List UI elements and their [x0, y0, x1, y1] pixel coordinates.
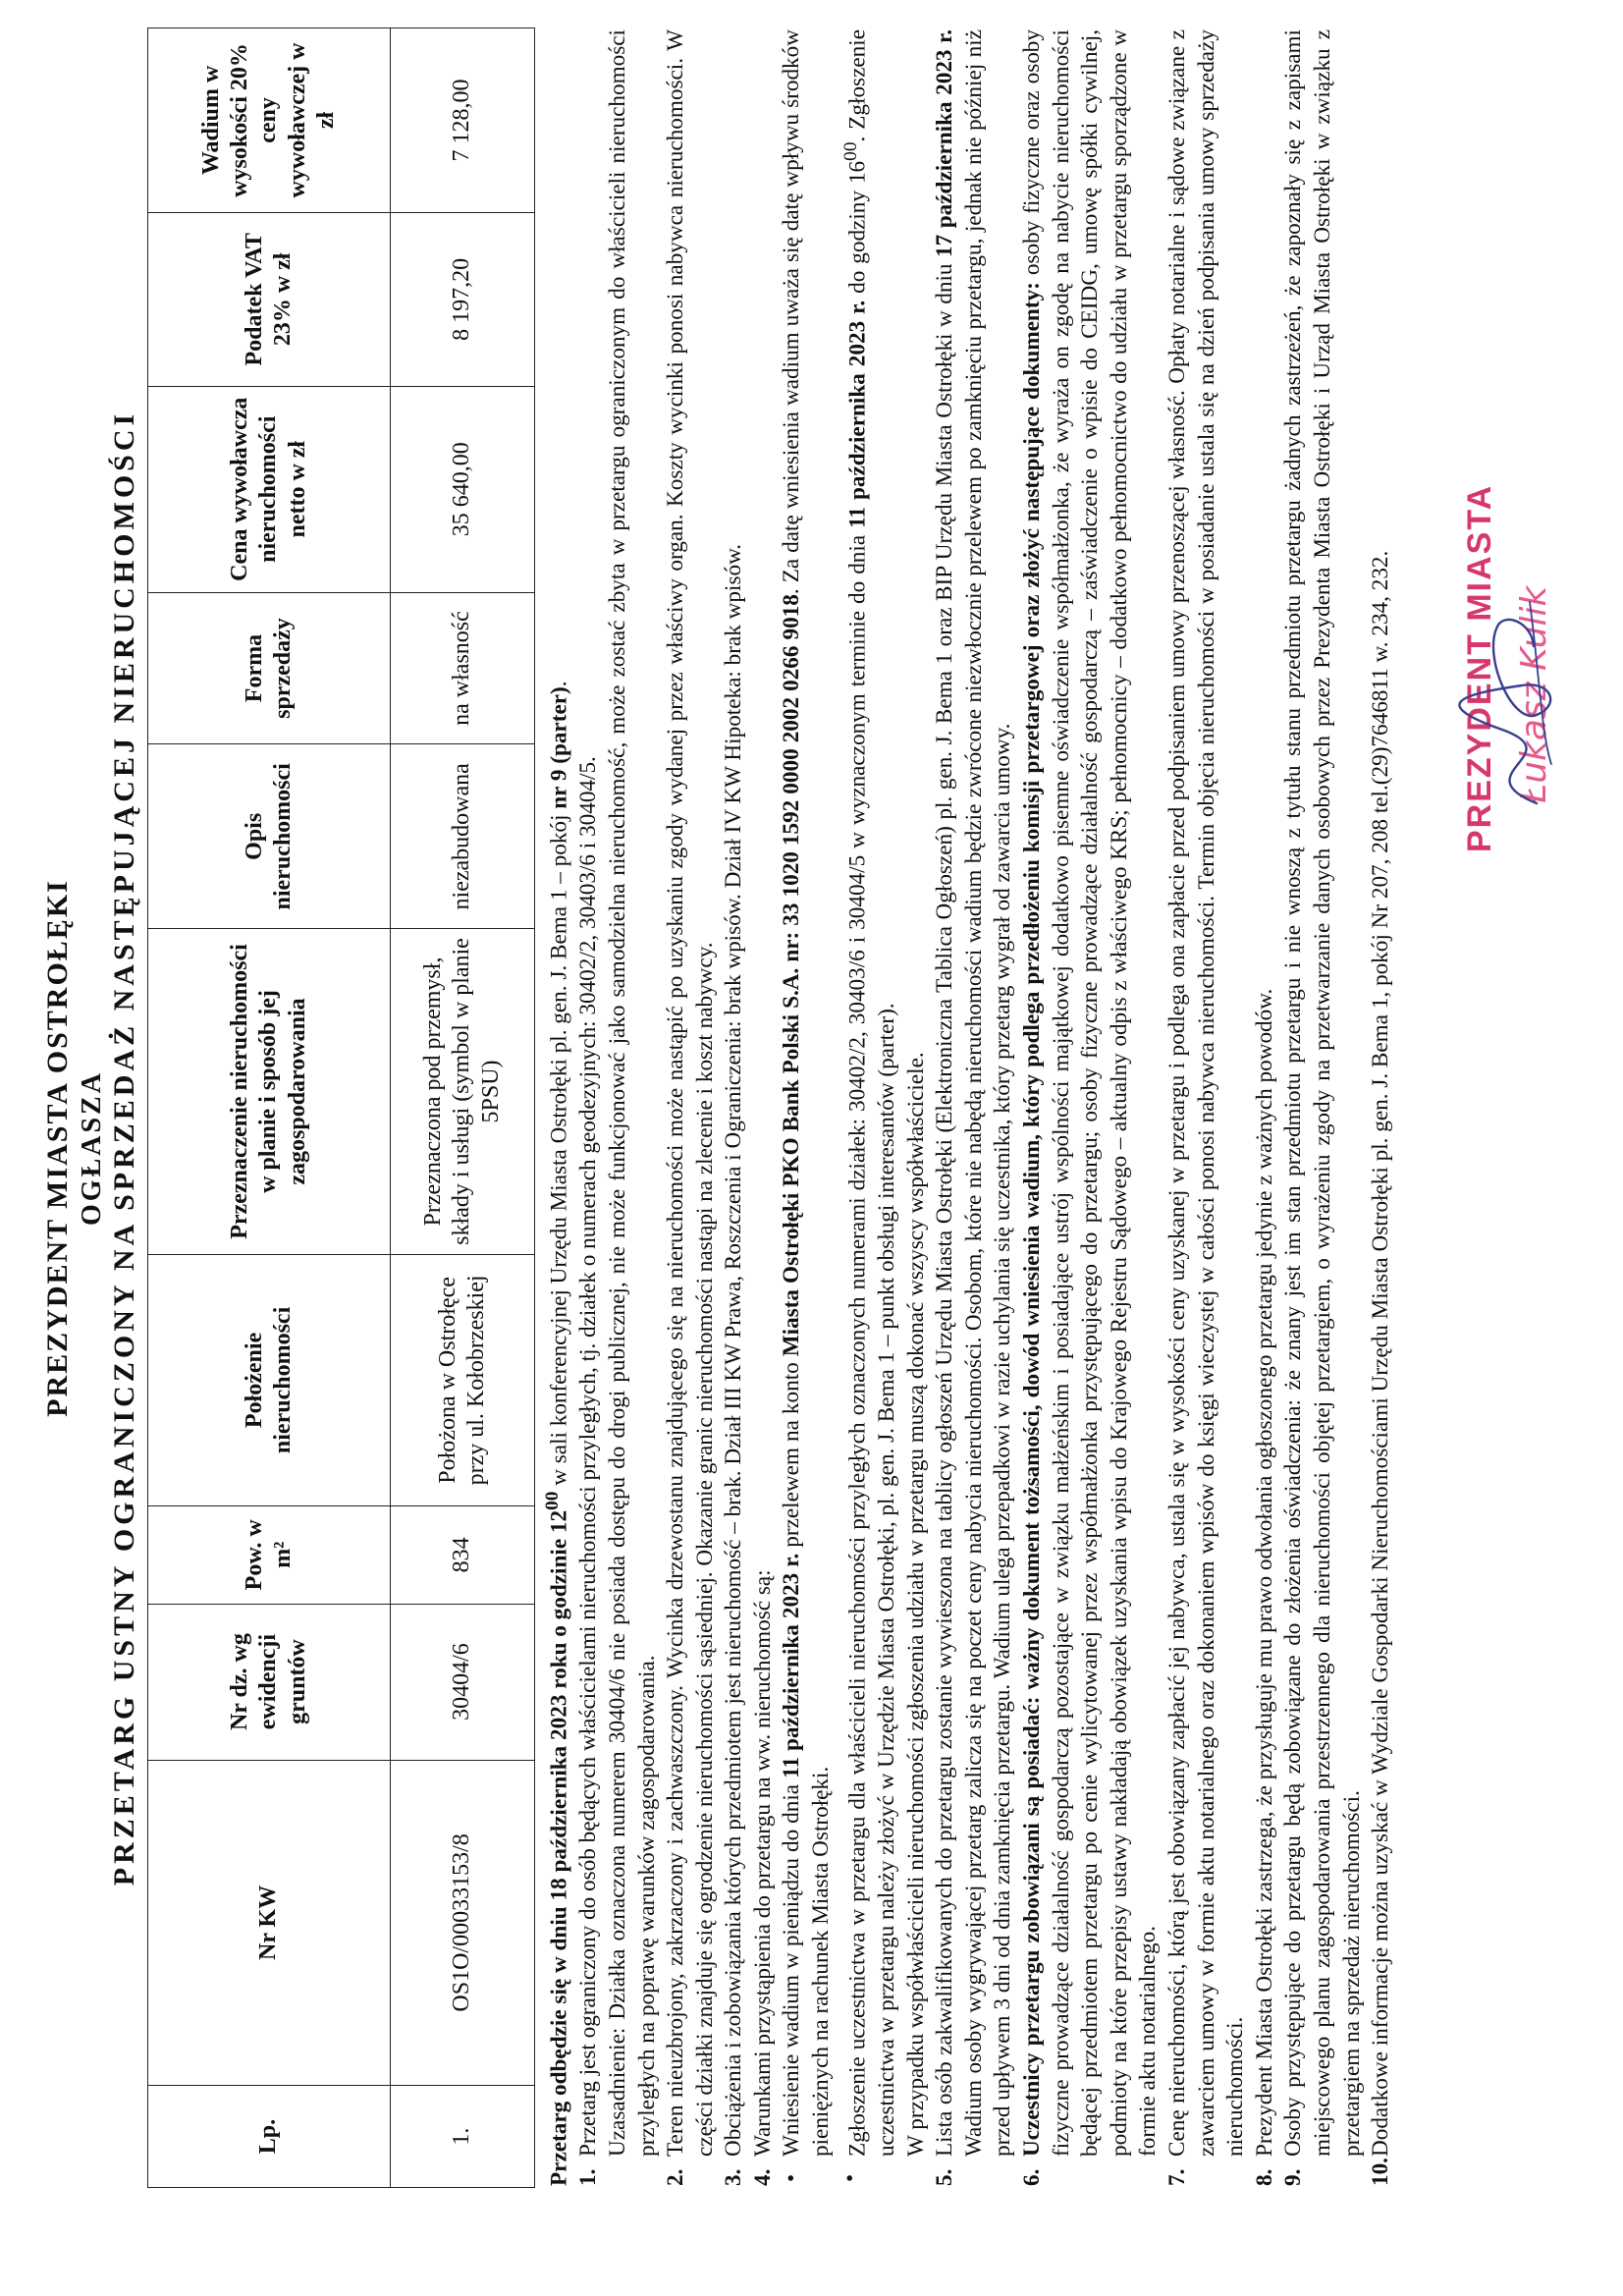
col-nr-kw: Nr KW	[148, 1760, 391, 2086]
mayor-stamp: PREZYDENT MIASTA	[1461, 483, 1498, 852]
col-polozenie: Położenie nieruchomości	[148, 1254, 391, 1505]
col-opis: Opis nieruchomości	[148, 744, 391, 929]
col-cena: Cena wywoławcza nieruchomości netto w zł	[148, 386, 391, 592]
paragraph-1: 1. Przetarg jest ograniczony do osób będących właścicielami nieruchomości przyległych, tj. działek o numerach geodezyjnych: 30402/2, 30403/6 i 30404/5. Uzasadnienie: Działka oznaczona numerem 30404/6 nie posiada dostępu do drogi publicznej, nie może funkcjonować jako samodzielna nieruchomość, może zostać zbyta w przetargu ograniczonym do właścicieli nieruchomości przyległych na poprawę warunków zagospodarowania.	[575, 29, 660, 2186]
paragraph-7: 7. Cenę nieruchomości, którą jest obowiązany zapłacić jej nabywca, ustala się w wysokości ceny uzyskanej w przetargu i podlega ona zapłacie przed podpisaniem umowy przenoszącej własność. Opłaty notarialne i sądowe związane z zawarciem umowy w formie aktu notarialnego oraz dokonaniem wpisów do księgi wieczystej w całości ponosi nabywca nieruchomości. Termin objęcia nieruchomości w posiadanie ustala się na dzień podpisania umowy sprzedaży nieruchomości.	[1163, 29, 1249, 2186]
signature-underline	[1530, 602, 1551, 764]
table-header-row	[148, 28, 391, 2188]
paragraph-3: 3. Obciążenia i zobowiązania których przedmiotem jest nieruchomość – brak. Dział III KW Prawa, Roszczenia i Ograniczenia: brak wpisów. Dział IV KW Hipoteka: brak wpisów.	[721, 543, 747, 2186]
cell-cena: 35 640,00	[391, 386, 535, 592]
paragraph-5: 5. Lista osób zakwalifikowanych do przetargu zostanie wywieszona na tablicy ogłoszeń Urzędu Miasta Ostrołęki (Elektroniczna Tablica Ogłoszeń) pl. gen. J. Bema 1 oraz BIP Urzędu Miasta Ostrołęki w dniu 17 października 2023 r. Wadium osoby wygrywającej przetarg zalicza się na poczet ceny nabycia nieruchomości. Osobom, które nie nabędą nieruchomości wadium będzie zwrócone niezwłocznie przelewem po zamknięciu przetargu, jednak nie później niż przed upływem 3 dni od dnia zamknięcia przetargu. Wadium ulega przepadkowi w razie uchylania się uczestnika, który przetarg wygrał od zawarcia umowy.	[932, 29, 1016, 2186]
paragraph-4: 4. Warunkami przystąpienia do przetargu na ww. nieruchomość są:	[749, 1569, 776, 2186]
signer-name: Łukasz Kulik	[1514, 585, 1554, 803]
col-vat: Podatek VAT 23% w zł	[148, 212, 391, 386]
paragraph-2: 2. Teren nieuzbrojony, zakrzaczony i zachwaszczony. Wycinka drzewostanu znajdującego się na nieruchomości może nastąpić po uzyskaniu zgody wydanej przez właściwy organ. Koszty wycinki ponosi nabywca nieruchomości. W części działki znajduje się ogrodzenie nieruchomości sąsiedniej. Okazanie granic nieruchomości nastąpi na zlecenie i koszt nabywcy.	[663, 29, 718, 2186]
cell-polozenie: Położona w Ostrołęce przy ul. Kołobrzeskiej	[391, 1254, 535, 1505]
col-wadium: Wadium w wysokości 20% ceny wywoławczej w zł	[148, 28, 391, 213]
paragraph-8: 8. Prezydent Miasta Ostrołęki zastrzega, że przysługuje mu prawo odwołania ogłoszonego przetargu jedynie z ważnych powodów.	[1251, 988, 1277, 2186]
cell-pow: 834	[391, 1506, 535, 1604]
auction-date-paragraph: Przetarg odbędzie się w dniu 18 października 2023 roku o godzinie $12^{00}$ w sali konferencyjnej Urzędu Miasta Ostrołęki pl. gen. J. Bema 1 – pokój nr 9 (parter).	[542, 681, 572, 2186]
heading-announces: OGŁASZA	[77, 1070, 107, 1226]
paragraph-10: 10. Dodatkowe informacje można uzyskać w Wydziale Gospodarki Nieruchomościami Urzędu Miasta Ostrołęki pl. gen. J. Bema 1, pokój Nr 207, 208 tel.(29)7646811 w. 234, 232.	[1368, 550, 1394, 2186]
cell-wadium: 7 128,00	[391, 28, 535, 213]
signature-stroke	[1459, 620, 1550, 803]
table-row	[391, 28, 535, 2188]
col-pow: Pow. w m²	[148, 1506, 391, 1604]
signature-scribble	[1443, 587, 1591, 823]
condition-bullet-wadium: • Wniesienie wadium w pieniądzu do dnia 11 października 2023 r. przelewem na konto Miasta Ostrołęki PKO Bank Polski S.A. nr: 33 1020 1592 0000 2002 0266 9018. Za datę wniesienia wadium uważa się datę wpływu środków pieniężnych na rachunek Miasta Ostrołęki.	[779, 29, 835, 2182]
col-lp: Lp.	[148, 2086, 391, 2188]
heading-title: PRZETARG USTNY OGRANICZONY NA SPRZEDAŻ NASTĘPUJĄCEJ NIERUCHOMOŚCI	[108, 410, 140, 1886]
cell-vat: 8 197,20	[391, 212, 535, 386]
col-dzialka: Nr dz. wg ewidencji gruntów	[148, 1604, 391, 1760]
paragraph-6: 6. Uczestnicy przetargu zobowiązani są posiadać: ważny dokument tożsamości, dowód wniesienia wadium, który podlega przedłożeniu komisji przetargowej oraz złożyć następujące dokumenty: osoby fizyczne oraz osoby fizyczne prowadzące działalność gospodarczą pozostające w związku małżeńskim i posiadające ustrój wspólności majątkowej dodatkowo pisemne oświadczenie współmałżonka, że wyraża on zgodę na nabycie nieruchomości będącej przedmiotem przetargu po cenie wylicytowanej przez współmałżonka przystępującego do przetargu; osoby fizyczne prowadzące działalność gospodarczą – zaświadczenie o wpisie do CEIDG, umowę spółki cywilnej, podmioty na które przepisy ustawy nakładają obowiązek uzyskania wpisu do Krajowego Rejestru Sądowego – aktualny odpis z właściwego KRS; pełnomocnicy – dodatkowo pełnomocnictwo do udziału w przetargu sporządzone w formie aktu notarialnego.	[1018, 29, 1162, 2186]
paragraph-9: 9. Osoby przystępujące do przetargu będą zobowiązane do złożenia oświadczenia: że znany jest im stan przedmiotu przetargu i nie wnoszą z tytułu stanu przedmiotu przetargu żadnych zastrzeżeń, że zapoznały się z zapisami miejscowego planu zagospodarowania przestrzennego dla nieruchomości objętej przetargiem, o wyrażeniu zgody na przetwarzanie danych osobowych przez Prezydenta Miasta Ostrołęki i Urząd Miasta Ostrołęki w związku z przetargiem na sprzedaż nieruchomości.	[1280, 29, 1365, 2186]
cell-nr-kw: OS1O/00033153/8	[391, 1760, 535, 2086]
property-table	[147, 27, 535, 2188]
cell-dzialka: 30404/6	[391, 1604, 535, 1760]
col-forma: Forma sprzedaży	[148, 592, 391, 744]
condition-bullet-registration: • Zgłoszenie uczestnictwa w przetargu dla właścicieli nieruchomości przyległych oznaczonych numerami działek: 30402/2, 30403/6 i 30404/5 w wyznaczonym terminie do dnia 11 października 2023 r. do godziny $16^{00}$. Zgłoszenie uczestnictwa w przetargu należy złożyć w Urzędzie Miasta Ostrołęki, pl. gen. J. Bema 1 – punkt obsługi interesantów (parter). W przypadku współwłaścicieli nieruchomości zgłoszenia udziału w przetargu muszą dokonać wszyscy współwłaściciele.	[837, 29, 929, 2182]
cell-opis: niezabudowana	[391, 744, 535, 929]
announcement-body	[538, 29, 1396, 2186]
cell-forma: na własność	[391, 592, 535, 744]
col-przeznaczenie: Przeznaczenie nieruchomości w planie i sposób jej zagospodarowania	[148, 929, 391, 1255]
cell-przeznaczenie: Przeznaczona pod przemysł, składy i usługi (symbol w planie 5PSU)	[391, 929, 535, 1255]
cell-lp: 1.	[391, 2086, 535, 2188]
heading-issuer: PREZYDENT MIASTA OSTROŁĘKI	[41, 879, 74, 1417]
